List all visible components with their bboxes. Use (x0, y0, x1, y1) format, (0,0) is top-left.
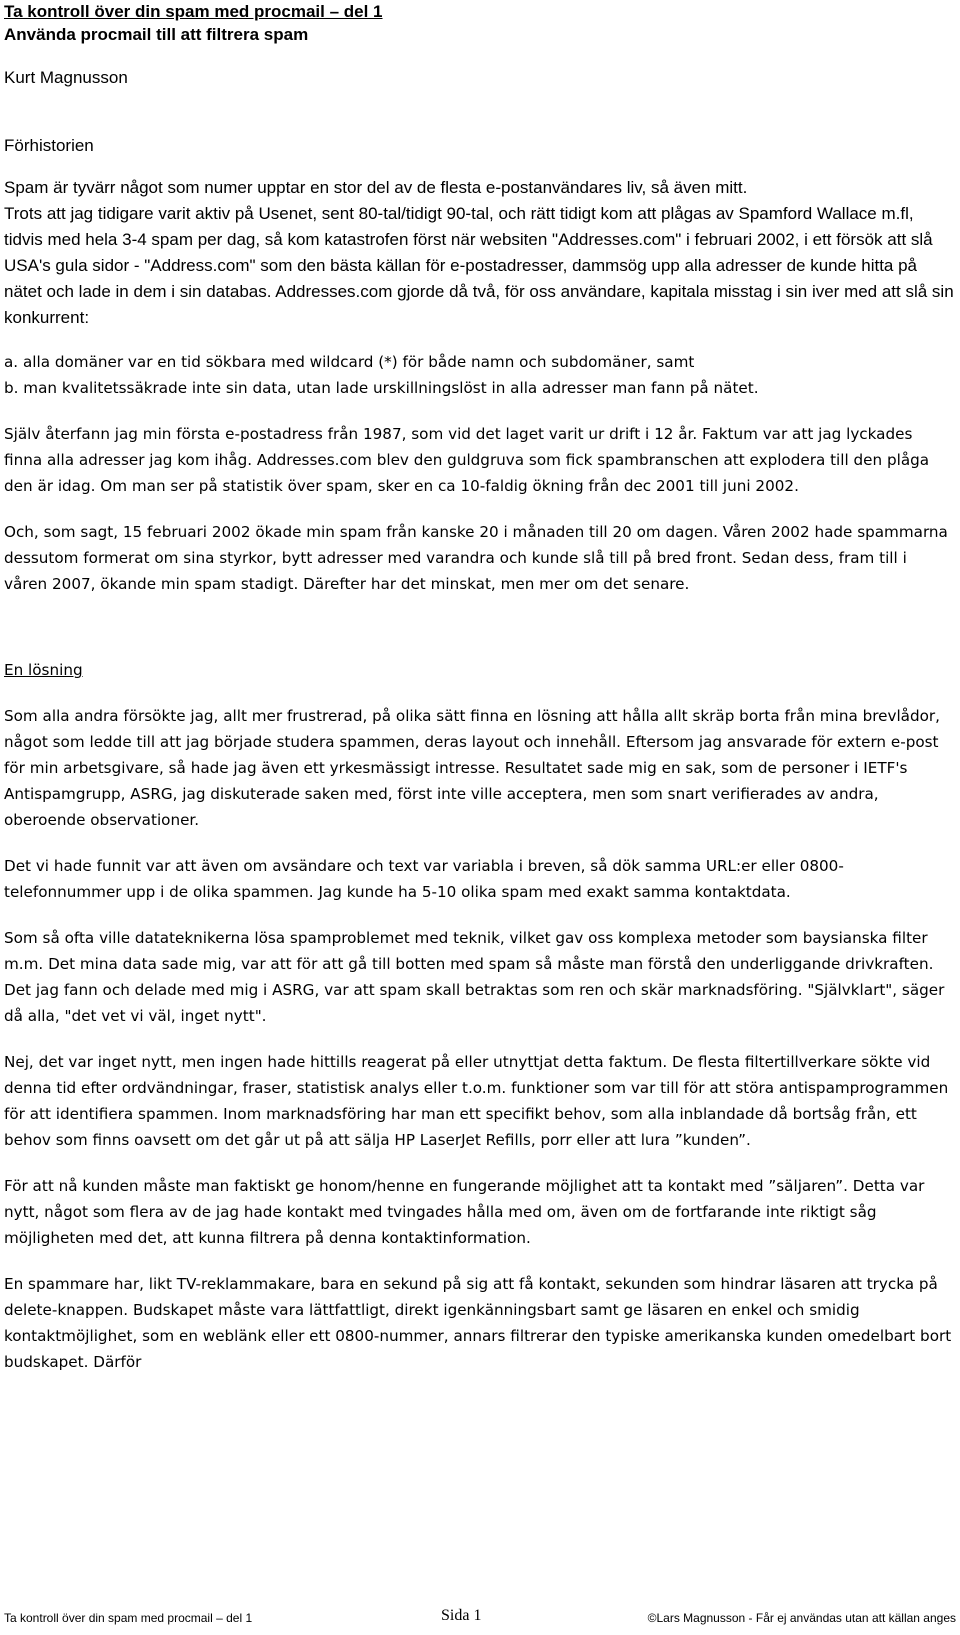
paragraph: Spam är tyvärr något som numer upptar en stor del av de flesta e-postanvändares liv, så även mitt. (4, 178, 748, 197)
paragraph: För att nå kunden måste man faktiskt ge honom/henne en fungerande möjlighet att ta kontakt med ”säljaren”. Detta var nytt, något som flera av de jag hade kontakt med tvingades hålla med om, även om de fortfarande inte riktigt såg möjligheten med det, att kunna filtrera på denna kontaktinformation. (4, 1177, 925, 1247)
list-item: a. alla domäner var en tid sökbara med wildcard (*) för både namn och subdomäner, samt (4, 353, 695, 371)
footer-document-title: Ta kontroll över din spam med procmail – del 1 (4, 1611, 253, 1625)
paragraph: Trots att jag tidigare varit aktiv på Usenet, sent 80-tal/tidigt 90-tal, och rätt tidigt kom att plågas av Spamford Wallace m.fl, tidvis med hela 3-4 spam per dag, så kom katastrofen först när websiten "Addresses.com" i februari 2002, i ett försök att slå USA's gula sidor - "Address.com" som den bästa källan för e-postadresser, dammsög upp alla adresser de kunde hitta på nätet och lade in dem i sin databas. Addresses.com gjorde då två, för oss användare, kapitala misstag i sin iver med att slå sin konkurrent: (4, 204, 954, 327)
paragraph: En spammare har, likt TV-reklammakare, bara en sekund på sig att få kontakt, sekunden som hindrar läsaren att trycka på delete-knappen. Budskapet måste vara lättfattligt, direkt igenkänningsbart samt ge läsaren en enkel och smidig kontaktmöjlighet, som en weblänk eller ett 0800-nummer, annars filtrerar den typiske amerikanska kunden omedelbart bort budskapet. Därför (4, 1275, 952, 1371)
document-subtitle: Använda procmail till att filtrera spam (4, 25, 309, 44)
section-heading-history: Förhistorien (4, 136, 94, 155)
page-number: Sida 1 (441, 1607, 482, 1624)
list (4, 349, 954, 401)
paragraph: Själv återfann jag min första e-postadress från 1987, som vid det laget varit ur drift i 12 år. Faktum var att jag lyckades finna alla adresser jag kom ihåg. Addresses.com blev den guldgruva som fick spambranschen att explodera till den plåga den är idag. Om man ser på statistik över spam, sker en ca 10-faldig ökning från dec 2001 till juni 2002. (4, 425, 930, 495)
page-footer (4, 1605, 956, 1629)
list-item: b. man kvalitetssäkrade inte sin data, utan lade urskillningslöst in alla adresser man fann på nätet. (4, 379, 759, 397)
section-heading-solution: En lösning (4, 661, 83, 679)
paragraph: Som alla andra försökte jag, allt mer frustrerad, på olika sätt finna en lösning att hålla allt skräp borta från mina brevlådor, något som ledde till att jag började studera spammen, deras layout och innehåll. Eftersom jag ansvarade för extern e-post för min arbetsgivare, så hade jag även ett yrkesmässigt intresse. Resultatet sade mig en sak, som de personer i IETF's Antispamgrupp, ASRG, jag diskuterade saken med, först inte ville acceptera, men som snart verifierades av andra, oberoende observationer. (4, 707, 940, 829)
paragraph: Och, som sagt, 15 februari 2002 ökade min spam från kanske 20 i månaden till 20 om dagen. Våren 2002 hade spammarna dessutom formerat om sina styrkor, bytt adresser med varandra och kunde slå till på bred front. Sedan dess, fram till i våren 2007, ökande min spam stadigt. Därefter har det minskat, men mer om det senare. (4, 523, 948, 593)
paragraph: Som så ofta ville datateknikerna lösa spamproblemet med teknik, vilket gav oss komplexa metoder som baysianska filter m.m. Det mina data sade mig, var att för att gå till botten med spam så måste man förstå den underliggande drivkraften. Det jag fann och delade med mig i ASRG, var att spam skall betraktas som ren och skär marknadsföring. "Självklart", säger då alla, "det vet vi väl, inget nytt". (4, 929, 945, 1025)
author-name: Kurt Magnusson (4, 68, 128, 87)
footer-copyright: ©Lars Magnusson - Får ej användas utan att källan anges (647, 1611, 956, 1625)
document-title: Ta kontroll över din spam med procmail – del 1 (4, 2, 383, 21)
paragraph: Det vi hade funnit var att även om avsändare och text var variabla i breven, så dök samma URL:er eller 0800-telefonnummer upp i de olika spammen. Jag kunde ha 5-10 olika spam med exakt samma kontaktdata. (4, 857, 844, 901)
paragraph: Nej, det var inget nytt, men ingen hade hittills reagerat på eller utnyttjat detta faktum. De flesta filtertillverkare sökte vid denna tid efter ordvändningar, fraser, statistisk analys eller t.o.m. funktioner som var till för att störa antispamprogrammen för att identifiera spammen. Inom marknadsföring har man ett specifikt behov, som alla inblandade då bortsåg från, ett behov som finns oavsett om det går ut på att sälja HP LaserJet Refills, porr eller att lura ”kunden”. (4, 1053, 949, 1149)
document-page (4, 0, 954, 1375)
